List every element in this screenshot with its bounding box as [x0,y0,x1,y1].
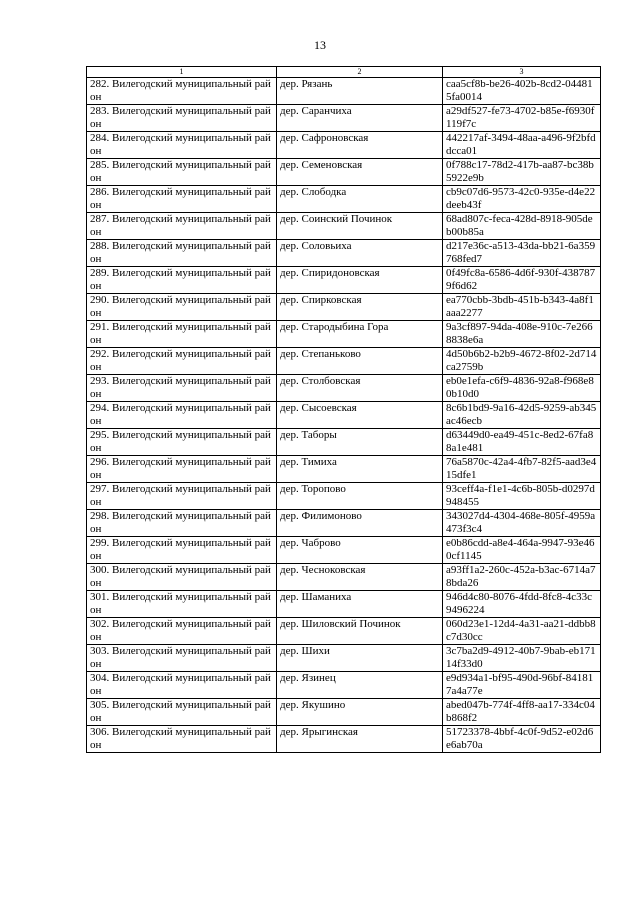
settlement-cell-text: дер. Спирковская [280,294,362,306]
district-cell-text: 293. Вилегодский муниципальный район [90,375,271,400]
district-cell [87,564,277,591]
district-cell-text: 303. Вилегодский муниципальный район [90,645,271,670]
guid-cell-text: 4d50b6b2-b2b9-4672-8f02-2d714ca2759b [446,348,597,373]
district-cell [87,429,277,456]
settlement-cell [277,591,443,618]
district-cell-text: 290. Вилегодский муниципальный район [90,294,271,319]
guid-cell-text: 946d4c80-8076-4fdd-8fc8-4c33c9496224 [446,591,593,616]
table-row [87,132,601,159]
settlement-cell-text: дер. Язинец [280,672,336,684]
settlement-cell-text: дер. Якушино [280,699,346,711]
table-row [87,267,601,294]
page-number: 13 [314,38,326,52]
guid-cell-text: 060d23e1-12d4-4a31-aa21-ddbb8c7d30cc [446,618,596,643]
guid-cell [443,240,601,267]
settlement-cell-text: дер. Сафроновская [280,132,369,144]
guid-cell [443,375,601,402]
guid-cell [443,321,601,348]
guid-cell-text: e0b86cdd-a8e4-464a-9947-93e460cf1145 [446,537,595,562]
guid-cell [443,510,601,537]
guid-cell-text: 9a3cf897-94da-408e-910c-7e2668838e6a [446,321,593,346]
table-body [87,78,601,753]
settlement-cell-text: дер. Спиридоновская [280,267,380,279]
guid-cell [443,429,601,456]
table-row [87,186,601,213]
district-cell-text: 287. Вилегодский муниципальный район [90,213,271,238]
district-cell-text: 285. Вилегодский муниципальный район [90,159,271,184]
guid-cell-text: a29df527-fe73-4702-b85e-f6930f119f7c [446,105,595,130]
district-cell [87,348,277,375]
settlement-cell [277,267,443,294]
guid-cell-text: d63449d0-ea49-451c-8ed2-67fa88a1e481 [446,429,594,454]
district-cell [87,159,277,186]
table-row [87,564,601,591]
settlement-cell-text: дер. Рязань [280,78,333,90]
settlement-cell [277,456,443,483]
settlement-cell [277,402,443,429]
settlement-cell [277,321,443,348]
guid-cell [443,483,601,510]
table-row [87,672,601,699]
district-cell-text: 295. Вилегодский муниципальный район [90,429,271,454]
guid-cell-text: 68ad807c-feca-428d-8918-905deb00b85a [446,213,593,238]
district-cell-text: 298. Вилегодский муниципальный район [90,510,271,535]
table-row [87,159,601,186]
district-cell-text: 297. Вилегодский муниципальный район [90,483,271,508]
settlement-cell-text: дер. Соинский Починок [280,213,393,225]
guid-cell-text: ea770cbb-3bdb-451b-b343-4a8f1aaa2277 [446,294,594,319]
settlement-cell [277,537,443,564]
district-cell [87,591,277,618]
table-row [87,456,601,483]
guid-cell [443,105,601,132]
district-cell [87,294,277,321]
guid-cell [443,402,601,429]
table-row [87,537,601,564]
guid-cell [443,699,601,726]
settlement-cell [277,672,443,699]
guid-cell [443,564,601,591]
district-cell [87,699,277,726]
guid-cell [443,645,601,672]
table-row [87,105,601,132]
guid-cell-text: caa5cf8b-be26-402b-8cd2-044815fa0014 [446,78,593,103]
settlement-cell [277,213,443,240]
settlement-cell [277,483,443,510]
guid-cell [443,672,601,699]
district-cell-text: 306. Вилегодский муниципальный район [90,726,271,751]
district-cell-text: 294. Вилегодский муниципальный район [90,402,271,427]
settlement-cell-text: дер. Столбовская [280,375,361,387]
table-row [87,294,601,321]
table-row [87,375,601,402]
district-cell-text: 299. Вилегодский муниципальный район [90,537,271,562]
district-cell-text: 292. Вилегодский муниципальный район [90,348,271,373]
table-row [87,699,601,726]
district-cell-text: 305. Вилегодский муниципальный район [90,699,271,724]
guid-cell-text: 8c6b1bd9-9a16-42d5-9259-ab345ac46ecb [446,402,597,427]
settlement-cell [277,726,443,753]
district-cell-text: 284. Вилегодский муниципальный район [90,132,271,157]
guid-cell [443,348,601,375]
guid-cell-text: 93ceff4a-f1e1-4c6b-805b-d0297d948455 [446,483,595,508]
guid-cell [443,537,601,564]
guid-cell-text: e9d934a1-bf95-490d-96bf-841817a4a77e [446,672,594,697]
settlement-cell [277,105,443,132]
settlement-cell [277,159,443,186]
settlement-cell [277,132,443,159]
district-cell [87,213,277,240]
settlement-cell-text: дер. Тимиха [280,456,337,468]
district-cell [87,483,277,510]
district-cell-text: 283. Вилегодский муниципальный район [90,105,271,130]
guid-cell [443,591,601,618]
district-cell-text: 288. Вилегодский муниципальный район [90,240,271,265]
settlement-cell [277,618,443,645]
district-cell [87,375,277,402]
district-cell [87,267,277,294]
column-header-1: 1 [87,67,277,78]
settlement-cell [277,375,443,402]
guid-cell-text: 51723378-4bbf-4c0f-9d52-e02d6e6ab70a [446,726,594,751]
guid-cell-text: abed047b-774f-4ff8-aa17-334c04b868f2 [446,699,595,724]
district-cell-text: 302. Вилегодский муниципальный район [90,618,271,643]
guid-cell-text: eb0e1efa-c6f9-4836-92a8-f968e80b10d0 [446,375,594,400]
guid-cell [443,294,601,321]
guid-cell-text: a93ff1a2-260c-452a-b3ac-6714a78bda26 [446,564,596,589]
district-cell [87,645,277,672]
table-row [87,726,601,753]
district-cell [87,321,277,348]
district-cell [87,618,277,645]
settlement-cell [277,564,443,591]
settlement-cell-text: дер. Филимоново [280,510,362,522]
guid-cell-text: 442217af-3494-48aa-a496-9f2bfddcca01 [446,132,596,157]
district-cell [87,240,277,267]
settlement-cell-text: дер. Ярыгинская [280,726,358,738]
district-cell-text: 300. Вилегодский муниципальный район [90,564,271,589]
district-cell-text: 286. Вилегодский муниципальный район [90,186,271,211]
table-row [87,429,601,456]
table-row [87,213,601,240]
registry-table [86,66,601,753]
table-row [87,321,601,348]
table-row [87,240,601,267]
district-cell [87,402,277,429]
guid-cell-text: 3c7ba2d9-4912-40b7-9bab-eb17114f33d0 [446,645,596,670]
settlement-cell [277,186,443,213]
guid-cell [443,159,601,186]
district-cell [87,456,277,483]
guid-cell-text: 76a5870c-42a4-4fb7-82f5-aad3e415dfe1 [446,456,597,481]
district-cell-text: 289. Вилегодский муниципальный район [90,267,271,292]
guid-cell-text: cb9c07d6-9573-42c0-935e-d4e22deeb43f [446,186,596,211]
district-cell-text: 301. Вилегодский муниципальный район [90,591,271,616]
settlement-cell-text: дер. Таборы [280,429,337,441]
settlement-cell-text: дер. Степаньково [280,348,361,360]
district-cell-text: 291. Вилегодский муниципальный район [90,321,271,346]
settlement-cell-text: дер. Стародыбина Гора [280,321,389,333]
table-row [87,618,601,645]
table-row [87,348,601,375]
settlement-cell [277,429,443,456]
settlement-cell-text: дер. Сысоевская [280,402,357,414]
district-cell [87,186,277,213]
guid-cell [443,267,601,294]
settlement-cell-text: дер. Шиловский Починок [280,618,401,630]
district-cell [87,78,277,105]
table-row [87,591,601,618]
guid-cell-text: d217e36c-a513-43da-bb21-6a359768fed7 [446,240,596,265]
column-header-3: 3 [443,67,601,78]
settlement-cell [277,294,443,321]
settlement-cell-text: дер. Соловьиха [280,240,352,252]
settlement-cell-text: дер. Шихи [280,645,330,657]
table-row [87,402,601,429]
table-row [87,78,601,105]
settlement-cell [277,78,443,105]
guid-cell [443,726,601,753]
settlement-cell [277,240,443,267]
settlement-cell-text: дер. Слободка [280,186,347,198]
guid-cell [443,186,601,213]
guid-cell [443,78,601,105]
table-row [87,645,601,672]
guid-cell [443,132,601,159]
district-cell [87,537,277,564]
guid-cell [443,213,601,240]
table-header [87,67,601,78]
settlement-cell-text: дер. Шаманиха [280,591,352,603]
district-cell [87,132,277,159]
settlement-cell [277,348,443,375]
settlement-cell-text: дер. Торопово [280,483,346,495]
district-cell [87,510,277,537]
settlement-cell [277,645,443,672]
table-row [87,510,601,537]
table-row [87,483,601,510]
settlement-cell [277,510,443,537]
district-cell-text: 296. Вилегодский муниципальный район [90,456,271,481]
column-header-2: 2 [277,67,443,78]
district-cell-text: 282. Вилегодский муниципальный район [90,78,271,103]
settlement-cell-text: дер. Семеновская [280,159,363,171]
guid-cell-text: 343027d4-4304-468e-805f-4959a473f3c4 [446,510,596,535]
settlement-cell [277,699,443,726]
district-cell [87,726,277,753]
district-cell [87,672,277,699]
settlement-cell-text: дер. Чаброво [280,537,341,549]
settlement-cell-text: дер. Саранчиха [280,105,352,117]
district-cell [87,105,277,132]
settlement-cell-text: дер. Чесноковская [280,564,366,576]
district-cell-text: 304. Вилегодский муниципальный район [90,672,271,697]
guid-cell-text: 0f788c17-78d2-417b-aa87-bc38b5922e9b [446,159,594,184]
header-row [87,67,601,78]
guid-cell-text: 0f49fc8a-6586-4d6f-930f-4387879f6d62 [446,267,596,292]
guid-cell [443,456,601,483]
guid-cell [443,618,601,645]
